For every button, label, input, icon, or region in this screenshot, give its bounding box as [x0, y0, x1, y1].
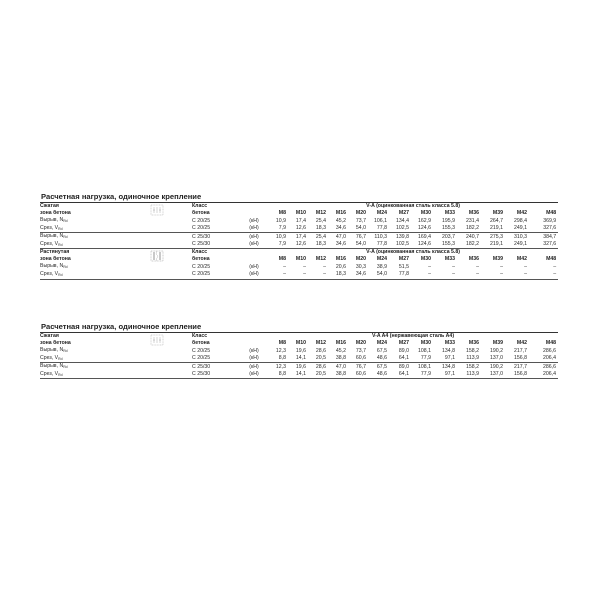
- zone-label: зона бетона: [40, 210, 71, 216]
- load-value: 156,8: [514, 355, 527, 362]
- size-header: M27: [398, 340, 409, 346]
- size-header: M36: [468, 340, 479, 346]
- load-value: 47,0: [328, 233, 348, 241]
- load-value: 240,7: [457, 233, 481, 241]
- table-row: [40, 217, 558, 225]
- size-header: M33: [444, 210, 455, 216]
- load-value: –: [457, 271, 481, 279]
- size-header: M39: [492, 340, 503, 346]
- size-header: M10: [295, 340, 306, 346]
- load-value: 77,8: [368, 241, 389, 249]
- load-value: 54,0: [348, 241, 368, 249]
- unit-label: (кН): [249, 263, 259, 270]
- load-value: 124,6: [418, 225, 431, 232]
- table-row: [40, 263, 558, 271]
- load-value: 20,5: [315, 355, 326, 362]
- load-type-label: Вырыв, $N_{Rd}$: [40, 217, 68, 223]
- load-value: 19,6: [288, 363, 308, 371]
- material-header: V-A (оцинкованная сталь класса 5.8): [268, 249, 558, 257]
- zone-label: Растянутая: [40, 249, 150, 257]
- load-value: –: [303, 263, 306, 270]
- size-header: M16: [335, 210, 346, 216]
- load-value: 30,3: [355, 263, 366, 270]
- unit-label: (кН): [240, 371, 268, 379]
- load-value: 155,3: [433, 241, 457, 249]
- size-header: M12: [315, 340, 326, 346]
- section-title: Расчетная нагрузка, одиночное крепление: [40, 322, 558, 333]
- load-value: 97,1: [433, 371, 457, 379]
- class-label: Класс: [192, 333, 208, 339]
- load-value: 45,2: [335, 217, 346, 224]
- size-header: M8: [278, 340, 286, 346]
- load-value: 139,8: [389, 233, 411, 241]
- load-value: 10,9: [275, 217, 286, 224]
- load-value: –: [524, 263, 527, 270]
- load-value: 137,0: [481, 371, 505, 379]
- load-value: 20,5: [308, 371, 328, 379]
- load-value: 12,6: [295, 225, 306, 232]
- load-value: 38,8: [335, 355, 346, 362]
- load-value: 76,7: [348, 363, 368, 371]
- load-value: 155,3: [442, 225, 455, 232]
- load-value: 110,3: [368, 233, 389, 241]
- class-label: Класс: [192, 249, 240, 257]
- size-header: M33: [444, 340, 455, 346]
- load-value: 108,1: [411, 363, 433, 371]
- load-value: 217,7: [514, 347, 527, 354]
- table-row: [40, 347, 558, 355]
- load-value: –: [428, 263, 431, 270]
- load-value: 97,1: [444, 355, 455, 362]
- load-value: 169,4: [411, 233, 433, 241]
- load-value: –: [500, 263, 503, 270]
- size-header: M42: [516, 256, 527, 263]
- compressed-concrete-icon: [150, 333, 192, 347]
- load-value: –: [553, 263, 557, 270]
- concrete-class: C 25/30: [192, 363, 240, 371]
- size-header: M27: [398, 256, 409, 263]
- table-row: [40, 355, 558, 363]
- load-type-label: Вырыв, $N_{Rd}$: [40, 347, 68, 353]
- load-value: 102,5: [389, 241, 411, 249]
- load-value: 38,9: [376, 263, 387, 270]
- load-value: 384,7: [529, 233, 558, 241]
- load-value: 108,1: [418, 347, 431, 354]
- load-value: 18,3: [328, 271, 348, 279]
- load-value: –: [481, 271, 505, 279]
- load-value: 275,3: [481, 233, 505, 241]
- size-header: M24: [376, 210, 387, 216]
- load-value: –: [529, 271, 558, 279]
- load-value: 8,8: [278, 355, 286, 362]
- unit-label: (кН): [240, 271, 268, 279]
- load-value: –: [308, 271, 328, 279]
- load-value: 45,2: [335, 347, 346, 354]
- unit-label: (кН): [240, 233, 268, 241]
- load-value: 195,9: [442, 217, 455, 224]
- load-value: 327,6: [529, 241, 558, 249]
- load-value: 102,5: [396, 225, 409, 232]
- load-value: 206,4: [543, 355, 557, 362]
- concrete-class: C 20/25: [192, 263, 211, 270]
- load-value: –: [452, 263, 455, 270]
- load-value: –: [505, 271, 529, 279]
- load-value: 54,0: [355, 225, 366, 232]
- load-value: 28,6: [308, 363, 328, 371]
- load-value: 38,8: [328, 371, 348, 379]
- load-value: 7,9: [278, 225, 286, 232]
- size-header: M30: [420, 340, 431, 346]
- unit-label: (кН): [249, 355, 259, 362]
- size-header: M42: [516, 340, 527, 346]
- zone-label: Сжатая: [40, 333, 59, 339]
- size-header: M8: [278, 210, 286, 216]
- zone-label: зона бетона: [40, 340, 71, 346]
- load-value: –: [411, 271, 433, 279]
- load-value: 89,0: [398, 347, 409, 354]
- load-value: 327,6: [543, 225, 557, 232]
- load-value: 25,4: [308, 233, 328, 241]
- concrete-class: C 25/30: [192, 371, 240, 379]
- load-value: 28,6: [315, 347, 326, 354]
- concrete-class: C 25/30: [192, 233, 240, 241]
- table-row: [40, 363, 558, 371]
- load-value: 14,1: [295, 355, 306, 362]
- load-table-galvanized: [40, 192, 558, 280]
- load-value: 113,9: [466, 355, 479, 362]
- load-type-label: Вырыв, $N_{Rd}$: [40, 263, 68, 270]
- load-value: 106,1: [374, 217, 387, 224]
- table-row: [40, 271, 558, 279]
- load-value: 14,1: [288, 371, 308, 379]
- size-header: M39: [492, 256, 503, 263]
- load-value: 217,7: [505, 363, 529, 371]
- load-value: 34,6: [335, 225, 346, 232]
- size-header: M27: [398, 210, 409, 216]
- load-value: 137,0: [490, 355, 503, 362]
- load-value: 219,1: [490, 225, 503, 232]
- load-value: 286,6: [529, 363, 558, 371]
- load-table: [40, 333, 558, 379]
- load-value: 190,2: [490, 347, 503, 354]
- table-row: [40, 241, 558, 249]
- load-value: 18,3: [315, 225, 326, 232]
- load-value: 60,6: [355, 355, 366, 362]
- load-value: 77,9: [411, 371, 433, 379]
- size-header: M24: [376, 256, 387, 263]
- table-row: [40, 225, 558, 233]
- size-header: M20: [355, 210, 366, 216]
- load-table: [40, 203, 558, 280]
- load-value: 10,9: [268, 233, 288, 241]
- concrete-class: C 20/25: [192, 355, 211, 362]
- size-header: M36: [468, 256, 479, 263]
- unit-label: (кН): [240, 241, 268, 249]
- load-value: –: [433, 271, 457, 279]
- load-value: 48,6: [368, 371, 389, 379]
- size-header: M12: [315, 210, 326, 216]
- class-label: бетона: [192, 210, 210, 216]
- size-header: M39: [492, 210, 503, 216]
- load-value: 17,4: [295, 217, 306, 224]
- load-value: 7,9: [268, 241, 288, 249]
- load-value: –: [476, 263, 479, 270]
- load-value: 206,4: [529, 371, 558, 379]
- load-value: 134,4: [396, 217, 409, 224]
- load-value: 249,1: [505, 241, 529, 249]
- load-value: 77,8: [376, 225, 387, 232]
- load-value: 249,1: [514, 225, 527, 232]
- load-value: 67,5: [376, 347, 387, 354]
- concrete-class: C 20/25: [192, 217, 211, 224]
- load-value: 20,6: [335, 263, 346, 270]
- size-header: M8: [278, 256, 286, 263]
- load-value: 182,2: [457, 241, 481, 249]
- load-value: 51,5: [398, 263, 409, 270]
- load-value: 286,6: [543, 347, 557, 354]
- load-value: 60,6: [348, 371, 368, 379]
- load-value: 64,1: [389, 371, 411, 379]
- load-value: 67,5: [368, 363, 389, 371]
- concrete-class: C 25/30: [192, 241, 240, 249]
- size-header: M20: [355, 256, 366, 263]
- load-value: 298,4: [514, 217, 527, 224]
- compressed-concrete-icon: [150, 203, 192, 217]
- size-header: M33: [444, 256, 455, 263]
- size-header: M10: [295, 210, 306, 216]
- load-value: –: [268, 271, 288, 279]
- load-value: 8,8: [268, 371, 288, 379]
- load-value: 12,6: [288, 241, 308, 249]
- size-header: M16: [335, 256, 346, 263]
- size-header: M20: [355, 340, 366, 346]
- table-row: [40, 371, 558, 379]
- load-value: 162,9: [418, 217, 431, 224]
- zone-label: Сжатая: [40, 203, 59, 209]
- load-value: 369,9: [543, 217, 557, 224]
- material-header: V-A (оцинкованная сталь класса 5.8): [366, 203, 460, 209]
- size-header: M30: [420, 210, 431, 216]
- size-header: M10: [295, 256, 306, 263]
- load-value: 12,3: [275, 347, 286, 354]
- class-label: бетона: [192, 340, 210, 346]
- section-title: Расчетная нагрузка, одиночное крепление: [40, 192, 558, 203]
- load-value: 203,7: [433, 233, 457, 241]
- table-row: [40, 233, 558, 241]
- load-value: 54,0: [368, 271, 389, 279]
- load-value: 219,1: [481, 241, 505, 249]
- load-value: 76,7: [348, 233, 368, 241]
- size-header: M48: [546, 210, 557, 216]
- load-value: 310,3: [505, 233, 529, 241]
- load-value: 134,8: [442, 347, 455, 354]
- load-value: 17,4: [288, 233, 308, 241]
- load-value: 12,3: [268, 363, 288, 371]
- class-label: Класс: [192, 203, 208, 209]
- zone-label: зона бетона: [40, 256, 71, 263]
- concrete-class: C 20/25: [192, 347, 211, 354]
- unit-label: (кН): [249, 217, 259, 224]
- load-type-label: Срез, $V_{Rd}$: [40, 224, 63, 231]
- unit-label: (кН): [249, 347, 259, 354]
- load-type-label: Срез, $V_{Rd}$: [40, 241, 192, 249]
- load-value: –: [288, 271, 308, 279]
- load-value: 156,8: [505, 371, 529, 379]
- size-header: M48: [545, 340, 557, 346]
- class-label: бетона: [192, 256, 210, 263]
- load-value: 73,7: [355, 217, 366, 224]
- load-value: 190,2: [481, 363, 505, 371]
- load-value: 73,7: [355, 347, 366, 354]
- material-header: V-A A4 (нержавеющая сталь A4): [371, 333, 455, 339]
- size-header: M48: [546, 256, 557, 263]
- load-value: 134,8: [433, 363, 457, 371]
- size-header: M36: [468, 210, 479, 216]
- load-value: 113,9: [457, 371, 481, 379]
- load-type-label: Вырыв, $N_{Rd}$: [40, 363, 192, 371]
- concrete-class: C 20/25: [192, 225, 211, 232]
- load-value: 34,6: [328, 241, 348, 249]
- cracked-concrete-icon: [150, 249, 192, 264]
- load-value: –: [323, 263, 326, 270]
- load-value: 77,8: [389, 271, 411, 279]
- size-header: M12: [315, 256, 326, 263]
- load-value: –: [283, 263, 286, 270]
- load-value: 48,6: [376, 355, 387, 362]
- concrete-class: C 20/25: [192, 271, 240, 279]
- load-type-label: Срез, $V_{Rd}$: [40, 354, 63, 361]
- size-header: M42: [516, 210, 527, 216]
- load-value: 64,1: [398, 355, 409, 362]
- size-header: M24: [376, 340, 387, 346]
- load-value: 264,7: [490, 217, 503, 224]
- size-header: M30: [420, 256, 431, 263]
- load-value: 19,6: [295, 347, 306, 354]
- load-value: 25,4: [315, 217, 326, 224]
- load-type-label: Срез, $V_{Rd}$: [40, 271, 192, 279]
- load-value: 18,3: [308, 241, 328, 249]
- load-value: 34,6: [348, 271, 368, 279]
- load-value: 124,6: [411, 241, 433, 249]
- load-value: 89,0: [389, 363, 411, 371]
- load-table-stainless: [40, 322, 558, 379]
- load-value: 77,9: [420, 355, 431, 362]
- load-type-label: Вырыв, $N_{Rd}$: [40, 233, 192, 241]
- unit-label: (кН): [240, 363, 268, 371]
- load-value: 47,0: [328, 363, 348, 371]
- load-value: 182,2: [466, 225, 479, 232]
- load-value: 158,2: [457, 363, 481, 371]
- unit-label: (кН): [249, 225, 259, 232]
- size-header: M16: [335, 340, 346, 346]
- load-value: 231,4: [466, 217, 479, 224]
- load-value: 158,2: [466, 347, 479, 354]
- load-type-label: Срез, $V_{Rd}$: [40, 371, 192, 379]
